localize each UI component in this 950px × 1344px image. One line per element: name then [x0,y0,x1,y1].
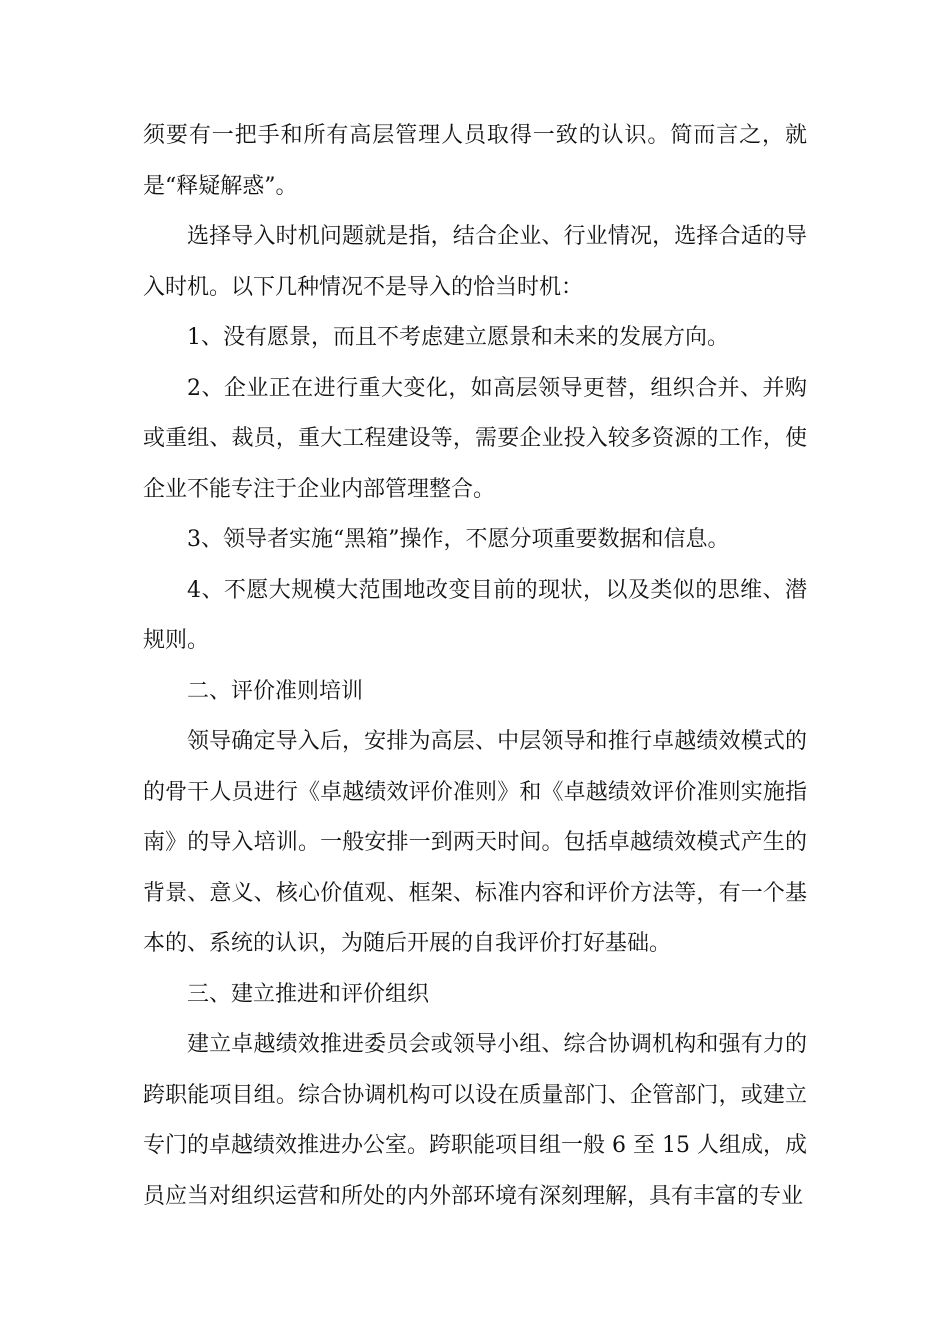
document-body [143,111,807,1222]
list-item-3: 3、领导者实施“黑箱”操作，不愿分项重要数据和信息。 [187,527,730,552]
section-heading-3: 三、建立推进和评价组织 [187,981,430,1007]
list-item-4: 4、不愿大规模大范围地改变目前的现状，以及类似的思维、潜规则。 [143,577,807,653]
paragraph-organization: 建立卓越绩效推进委员会或领导小组、综合协调机构和强有力的跨职能项目组。综合协调机构可以设在质量部门、企管部门，或建立专门的卓越绩效推进办公室。跨职能项目组一般 6 至 15 人组成，成员应当对组织运营和所处的内外部环境有深刻理解，具有丰富的专业 [143,1032,807,1209]
paragraph-2: 选择导入时机问题就是指，结合企业、行业情况，选择合适的导入时机。以下几种情况不是导入的恰当时机： [143,224,807,300]
paragraph-1: 须要有一把手和所有高层管理人员取得一致的认识。简而言之，就是“释疑解惑”。 [143,123,807,199]
section-heading-2: 二、评价准则培训 [187,678,364,704]
list-item-1: 1、没有愿景，而且不考虑建立愿景和未来的发展方向。 [187,325,729,350]
paragraph-training: 领导确定导入后，安排为高层、中层领导和推行卓越绩效模式的的骨干人员进行《卓越绩效评价准则》和《卓越绩效评价准则实施指南》的导入培训。一般安排一到两天时间。包括卓越绩效模式产生的背景、意义、核心价值观、框架、标准内容和评价方法等，有一个基本的、系统的认识，为随后开展的自我评价打好基础。 [143,729,807,956]
list-item-2: 2、企业正在进行重大变化，如高层领导更替，组织合并、并购或重组、裁员，重大工程建设等，需要企业投入较多资源的工作，使企业不能专注于企业内部管理整合。 [143,375,807,502]
